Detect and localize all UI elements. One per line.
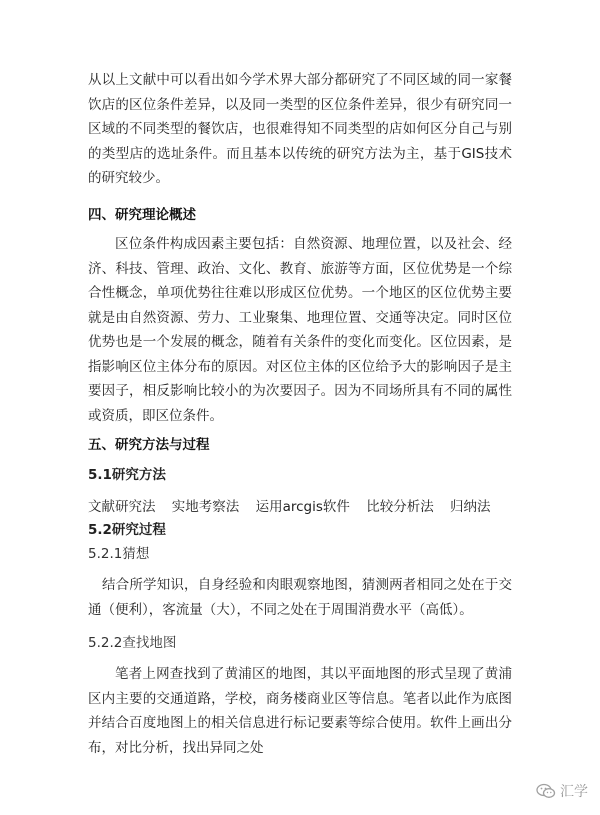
- wechat-icon: [536, 783, 556, 799]
- subsection-5-2-2-paragraph: 笔者上网查找到了黄浦区的地图，其以平面地图的形式呈现了黄浦区内主要的交通道路，学校，商务楼商业区等信息。笔者以此作为底图并结合百度地图上的相关信息进行标记要素等综合使用。软件上画出分布，对比分析，找出异同之处: [88, 666, 512, 756]
- method-item: 运用arcgis软件: [255, 499, 350, 515]
- subsection-5-2-2-heading: 5.2.2查找地图: [88, 635, 177, 651]
- subsection-5-2-1-paragraph: 结合所学知识，自身经验和肉眼观察地图，猜测两者相同之处在于交通（便利），客流量（大），不同之处在于周围消费水平（高低）。: [88, 577, 512, 618]
- method-item: 归纳法: [450, 499, 491, 515]
- methods-list: [88, 495, 503, 515]
- subsection-5-2-1-heading: 5.2.1猜想: [88, 546, 150, 562]
- intro-paragraph: 从以上文献中可以看出如今学术界大部分都研究了不同区域的同一家餐饮店的区位条件差异，以及同一类型的区位条件差异，很少有研究同一区域的不同类型的餐饮店，也很难得知不同类型的店如何区分自己与别的类型店的选址条件。而且基本以传统的研究方法为主，基于GIS技术的研究较少。: [88, 72, 512, 186]
- watermark: [536, 781, 588, 801]
- method-item: 文献研究法: [88, 499, 156, 515]
- watermark-text: 汇学: [560, 784, 588, 800]
- method-item: 比较分析法: [366, 499, 434, 515]
- method-item: 实地考察法: [171, 499, 240, 515]
- subsection-5-2-heading: 5.2研究过程: [88, 522, 166, 538]
- section-5-heading: 五、研究方法与过程: [88, 437, 210, 453]
- section-4-heading: 四、研究理论概述: [88, 207, 196, 223]
- subsection-5-1-heading: 5.1研究方法: [88, 467, 166, 483]
- section-4-paragraph: 区位条件构成因素主要包括：自然资源、地理位置，以及社会、经济、科技、管理、政治、文化、教育、旅游等方面，区位优势是一个综合性概念，单项优势往往难以形成区位优势。一个地区的区位优势主要就是由自然资源、劳力、工业聚集、地理位置、交通等决定。同时区位优势也是一个发展的概念，随着有关条件的变化而变化。区位因素，是指影响区位主体分布的原因。对区位主体的区位给予大的影响因子是主要因子，相反影响比较小的为次要因子。因为不同场所具有不同的属性或资质，即区位条件。: [88, 236, 512, 424]
